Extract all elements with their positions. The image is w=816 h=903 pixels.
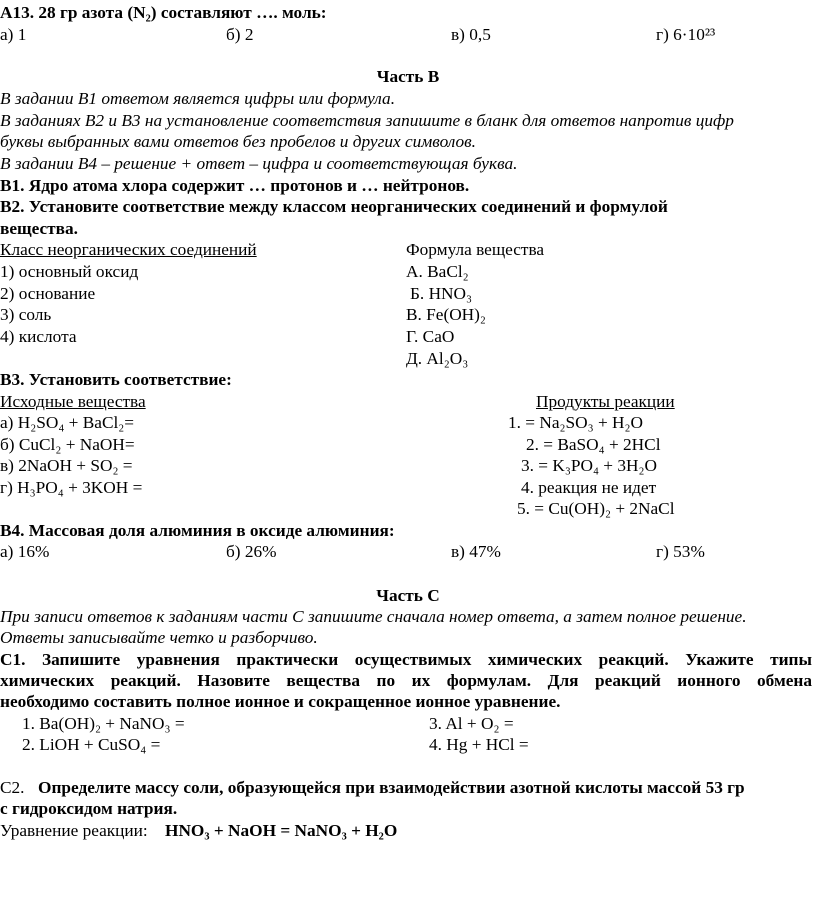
b4-option-c: в) 47% xyxy=(451,542,501,561)
b2-left-item: 4) кислота xyxy=(0,327,77,346)
c2-equation: HNO₃ + NaOH = NaNO₃ + H₂O xyxy=(165,821,398,840)
b2-left-item: 2) основание xyxy=(0,284,96,303)
b3-right-item: 3. = K₃PO₄ + 3H₂O xyxy=(521,456,657,475)
b3-right-item: 4. реакция не идет xyxy=(521,478,657,497)
part-b-instruction-3: буквы выбранных вами ответов без пробелов и других символов. xyxy=(0,132,477,151)
part-c-title: Часть С xyxy=(376,586,440,605)
a13-option-b: б) 2 xyxy=(226,25,254,44)
b3-right-item: 2. = BaSO₄ + 2HCl xyxy=(526,435,661,454)
a13-option-d: г) 6·10²³ xyxy=(656,25,716,44)
c2-question-line2: с гидроксидом натрия. xyxy=(0,799,178,818)
b2-left-item: 1) основный оксид xyxy=(0,262,139,281)
c1-reaction: 1. Ba(OH)₂ + NaNO₃ = xyxy=(22,714,185,733)
a13-question: А13. 28 гр азота (N₂) составляют …. моль: xyxy=(0,3,327,22)
b2-right-item: Г. CaO xyxy=(406,327,455,346)
b2-right-header: Формула вещества xyxy=(406,240,545,259)
b2-right-item: Б. HNO₃ xyxy=(410,284,473,303)
b2-question-line1: В2. Установите соответствие между классом неорганических соединений и формулой xyxy=(0,197,668,216)
b2-left-item: 3) соль xyxy=(0,305,52,324)
b3-right-item: 1. = Na₂SO₃ + H₂O xyxy=(508,413,644,432)
b2-right-item: Д. Al₂O₃ xyxy=(406,349,469,368)
c2-question-line1: Определите массу соли, образующейся при взаимодействии азотной кислоты массой 53 гр xyxy=(38,778,745,797)
part-c-instruction-1: При записи ответов к заданиям части С запишите сначала номер ответа, а затем полное решение. xyxy=(0,607,747,626)
b2-left-header: Класс неорганических соединений xyxy=(0,240,257,259)
a13-option-c: в) 0,5 xyxy=(451,25,491,44)
c1-line1: С1. Запишите уравнения практически осуществимых химических реакций. Укажите типы xyxy=(0,650,812,669)
b4-option-b: б) 26% xyxy=(226,542,277,561)
part-c-instruction-2: Ответы записывайте четко и разборчиво. xyxy=(0,628,318,647)
b3-left-item: а) H₂SO₄ + BaCl₂= xyxy=(0,413,135,432)
c1-line3: необходимо составить полное ионное и сокращенное ионное уравнение. xyxy=(0,692,561,711)
b2-right-item: В. Fe(OH)₂ xyxy=(406,305,486,324)
b3-left-item: в) 2NaOH + SO₂ = xyxy=(0,456,133,475)
b3-question: В3. Установить соответствие: xyxy=(0,370,232,389)
c1-reaction: 2. LiOH + CuSO₄ = xyxy=(22,735,161,754)
c2-equation-label: Уравнение реакции: xyxy=(0,821,148,840)
b4-question: В4. Массовая доля алюминия в оксиде алюминия: xyxy=(0,521,395,540)
b3-left-item: б) CuCl₂ + NaOH= xyxy=(0,435,135,454)
b3-right-header: Продукты реакции xyxy=(536,392,675,411)
b2-right-item: А. BaCl₂ xyxy=(406,262,469,281)
b4-option-d: г) 53% xyxy=(656,542,705,561)
part-b-instruction-4: В задании В4 – решение + ответ – цифра и соответствующая буква. xyxy=(0,154,518,173)
b3-left-item: г) H₃PO₄ + 3KOH = xyxy=(0,478,143,497)
c1-reaction: 3. Al + O₂ = xyxy=(429,714,514,733)
b3-right-item: 5. = Cu(OH)₂ + 2NaCl xyxy=(517,499,675,518)
a13-option-a: а) 1 xyxy=(0,25,27,44)
b2-question-line2: вещества. xyxy=(0,219,78,238)
b3-left-header: Исходные вещества xyxy=(0,392,146,411)
c1-line2: химических реакций. Назовите вещества по их формулам. Для реакций ионного обмена xyxy=(0,671,812,690)
c1-reaction: 4. Hg + HCl = xyxy=(429,735,529,754)
part-b-instruction-2: В заданиях В2 и В3 на установление соответствия запишите в бланк для ответов напротив цифр xyxy=(0,111,734,130)
part-b-instruction-1: В задании В1 ответом является цифры или формула. xyxy=(0,89,396,108)
part-b-title: Часть В xyxy=(376,67,440,86)
c2-label: С2. xyxy=(0,778,25,797)
b4-option-a: а) 16% xyxy=(0,542,50,561)
b1-question: В1. Ядро атома хлора содержит … протонов и … нейтронов. xyxy=(0,176,470,195)
